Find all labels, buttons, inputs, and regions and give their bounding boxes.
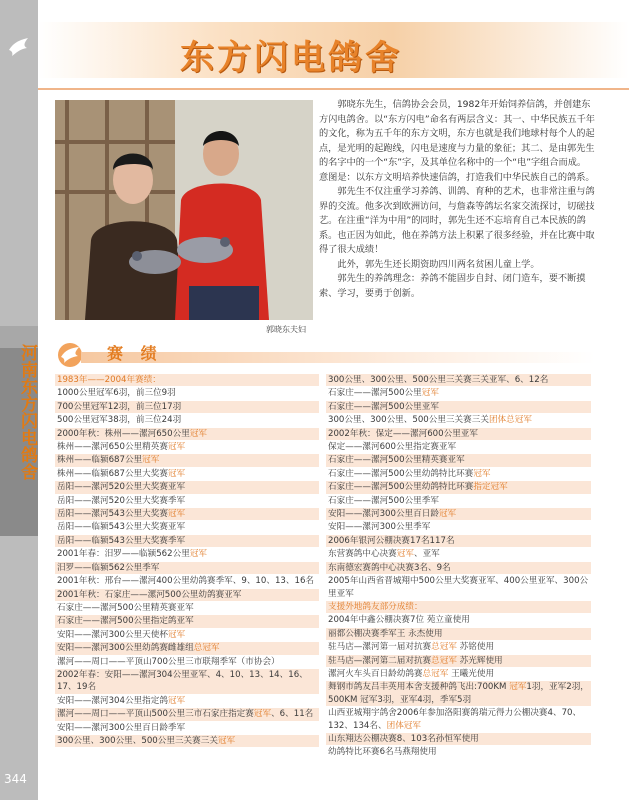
result-text: 2006年银河公棚决赛17名117名 (328, 535, 455, 546)
result-row (55, 615, 319, 628)
result-text: 山西亚城翔宇鸽舍2006年参加洛阳赛鸽瑞元得力公棚决赛4、70、132、134名、 (328, 708, 582, 731)
result-text: 300公里、300公里、500公里三关赛三关 (328, 415, 489, 426)
result-highlight: 冠军 (421, 388, 439, 399)
result-highlight: 冠军 (189, 549, 208, 560)
result-text-suffix: 、6、11名 (271, 709, 314, 720)
result-highlight: 团体总冠军 (488, 415, 532, 426)
result-text: 漯河火车头百日龄幼鸽赛 (328, 668, 423, 679)
result-text: 700公里冠军12羽，前三位17羽 (57, 401, 182, 412)
result-text: 石家庄——漯河500公里精英赛亚军 (57, 602, 194, 613)
result-text: 石家庄——漯河500公里亚军 (328, 401, 439, 412)
result-highlight: 总冠军 (431, 642, 457, 653)
result-text: 漯河——周口——平顶山500公里三市石家庄指定赛 (57, 709, 254, 720)
result-row (326, 521, 591, 534)
result-row (55, 589, 319, 602)
result-text: 1983年——2004年赛绩： (57, 375, 161, 385)
result-text: 漯河——周口——平顶山700公里三市联翔季军（市协会） (57, 656, 280, 667)
result-text: 石家庄——漯河500公里幼鸽特比环赛 (328, 482, 474, 493)
result-text: 石家庄——漯河500公里幼鸽特比环赛 (328, 468, 474, 479)
result-row (326, 374, 591, 387)
result-highlight: 冠军 (473, 468, 491, 479)
result-row (326, 401, 591, 414)
result-text-suffix: 、亚军 (413, 549, 440, 560)
result-highlight: 冠军 (396, 549, 414, 560)
intro-paragraph: 此外，郭先生还长期资助四川两名贫困儿童上学。 (337, 258, 540, 270)
intro-paragraph: 郭先生不仅注重学习养鸽、训鸽、育种的艺术，也非常注重与鸽界的交流。他多次到欧洲访问，与詹森等鸽坛名家交流探讨，切磋技艺。在注重“洋为中用”的同时，郭先生还不忘培育自己本民族的鸽系。也正因为如此，他在养鸽方法上积累了很多经验，并在比赛中取得了很大成绩！ (319, 186, 595, 255)
result-text: 岳阳——临颍543公里大奖赛亚军 (57, 522, 186, 533)
result-text: 2002年秋：保定——漯河600公里亚军 (328, 428, 478, 439)
result-row (55, 428, 319, 441)
page-number: 344 (4, 772, 27, 786)
result-row (55, 521, 319, 534)
result-row (55, 441, 319, 454)
result-highlight: 冠军 (189, 428, 208, 439)
result-text-suffix: 苏铭使用 (456, 642, 495, 653)
result-text-suffix: 1羽，亚军2羽，500KM 冠军3羽，亚军4羽，季军5羽 (328, 682, 589, 705)
result-row (55, 735, 319, 748)
result-row (55, 468, 319, 481)
result-text: 东南德宏赛鸽中心决赛3名、9名 (328, 562, 451, 573)
result-row (55, 708, 319, 721)
section-vertical-text: 河南东方闪电鸽舍 (17, 344, 37, 480)
result-text: 安阳——漯河300公里季军 (328, 522, 431, 533)
result-highlight: 冠军 (167, 442, 186, 453)
result-text: 株州——漯河650公里精英赛 (57, 442, 168, 453)
photo-caption: 郭晓东夫妇 (266, 325, 306, 334)
result-text: 2005年山西省晋城翔中500公里大奖赛亚军、400公里亚军、300公里亚军 (328, 576, 589, 599)
result-row (326, 387, 591, 400)
result-text: 岳阳——临颍543公里大奖赛季军 (57, 535, 186, 546)
result-row (55, 602, 319, 615)
result-row (326, 535, 591, 548)
result-row (55, 642, 319, 655)
result-row (55, 722, 319, 735)
result-highlight: 冠军 (509, 682, 527, 693)
result-text: 株州——临颍687公里大奖赛 (57, 468, 168, 479)
result-text: 东营赛鸽中心决赛 (328, 549, 397, 560)
result-row (326, 468, 591, 481)
result-highlight: 团体冠军 (386, 720, 421, 731)
section-vertical-label (0, 326, 38, 536)
couple-photo (55, 100, 313, 320)
result-row (326, 733, 591, 746)
result-highlight: 总冠军 (193, 643, 220, 654)
result-highlight: 冠军 (167, 509, 186, 520)
result-row (326, 681, 591, 707)
result-text: 保定——漯河600公里指定赛亚军 (328, 442, 457, 453)
result-text: 2000年秋：株州——漯河650公里 (57, 428, 190, 439)
result-row (326, 655, 591, 668)
result-row (55, 629, 319, 642)
header-divider (38, 88, 629, 90)
result-text: 驻马店—漯河第二届对抗赛 (328, 655, 432, 666)
result-text: 安阳——漯河300公里百日龄季军 (57, 722, 186, 733)
result-row (326, 548, 591, 561)
result-row (55, 454, 319, 467)
result-text: 安阳——漯河300公里幼鸽赛雌雄组 (57, 643, 194, 654)
result-text: 驻马店—漯河第一届对抗赛 (328, 642, 432, 653)
result-highlight: 冠军 (167, 629, 186, 640)
result-text: 2001年秋：邢台——漯河400公里幼鸽赛季军、9、10、13、16名 (57, 576, 315, 587)
result-text: 石家庄——漯河500公里指定鸽亚军 (57, 616, 194, 627)
result-text: 汨罗——临颍562公里季军 (57, 562, 160, 573)
page-title: 东方闪电鸽舍 (180, 38, 402, 78)
result-row (55, 562, 319, 575)
result-text: 幼鸽特比环赛6名马燕翔使用 (328, 747, 437, 758)
result-row (326, 601, 591, 614)
result-row (55, 548, 319, 561)
result-text: 舞钢市鸽友吕丰英用本舍支援种鸽飞出:700KM (328, 682, 510, 693)
result-highlight: 总冠军 (422, 668, 449, 679)
result-text: 2001年秋：石家庄——漯河500公里幼鸽赛亚军 (57, 589, 242, 600)
result-text: 石家庄——漯河500公里精英赛亚军 (328, 455, 465, 466)
result-row (326, 746, 591, 759)
result-text: 300公里、300公里、500公里三关赛三关亚军、6、12名 (328, 375, 549, 385)
result-text: 山东翔达公棚决赛8、103名孙恒军使用 (328, 733, 479, 744)
result-row (326, 428, 591, 441)
result-highlight: 冠军 (167, 695, 186, 706)
result-row (55, 535, 319, 548)
result-row (55, 508, 319, 521)
result-row (326, 441, 591, 454)
intro-paragraph: 郭晓东先生，信鸽协会会员，1982年开始饲养信鸽，并创建东方闪电鸽舍。以“东方闪电”命名有两层含义：其一、中华民族五千年的文化，称为五千年的东方文明，东方也就是我们地球村每个人的起点，是光明的起跑线，闪电是速度与力量的象征；其二、是由郭先生的名字中的一个“东”字，及其单位名称中的一个“电”字组合而成。意图是：以东方文明培养快速信鸽，打造我们中华民族自己的鸽系。 (319, 99, 595, 183)
result-text: 2001年春：汨罗——临颍562公里 (57, 549, 190, 560)
result-row (55, 387, 319, 400)
left-sidebar (0, 0, 38, 800)
result-row (326, 707, 591, 733)
result-text: 岳阳——漯河520公里大奖赛季军 (57, 495, 186, 506)
result-row (326, 495, 591, 508)
result-text: 株州——临颍687公里 (57, 455, 143, 466)
result-row (326, 628, 591, 641)
result-row (326, 614, 591, 627)
result-row (326, 575, 591, 601)
result-text-suffix: 王曦光使用 (448, 668, 495, 679)
result-row (55, 414, 319, 427)
result-row (55, 669, 319, 695)
result-text: 岳阳——漯河520公里大奖赛亚军 (57, 482, 186, 493)
dove-logo-icon (6, 34, 32, 60)
result-row (326, 641, 591, 654)
result-text: 安阳——漯河300公里百日龄 (328, 509, 439, 520)
intro-paragraph: 郭先生的养鸽理念：养鸽不能固步自封、闭门造车，要不断摸索、学习，要勇于创新。 (319, 273, 586, 299)
result-row (55, 656, 319, 669)
result-row (55, 575, 319, 588)
intro-text (319, 98, 595, 301)
result-text: 500公里冠军38羽，前三位24羽 (57, 415, 182, 426)
result-highlight: 指定冠军 (473, 482, 508, 493)
result-row (326, 508, 591, 521)
result-row (55, 695, 319, 708)
result-text: 300公里、300公里、500公里三关赛三关 (57, 735, 218, 746)
result-text: 2004年中鑫公棚决赛7位 苑立童使用 (328, 615, 470, 626)
result-row (55, 481, 319, 494)
result-highlight: 冠军 (438, 509, 457, 520)
result-text: 岳阳——漯河543公里大奖赛 (57, 509, 168, 520)
result-row (326, 562, 591, 575)
results-heading (55, 340, 595, 370)
result-row (326, 668, 591, 681)
result-text: 1000公里冠军6羽，前三位9羽 (57, 388, 176, 399)
result-text: 2002年春：安阳——漯河304公里亚军、4、10、13、14、16、17、19名 (57, 669, 308, 693)
result-text: 安阳——漯河304公里指定鸽 (57, 695, 168, 706)
result-highlight: 冠军 (253, 709, 272, 720)
result-text: 丽都公棚决赛季军王 永杰使用 (328, 628, 443, 639)
result-text: 支援外地鸽友部分成绩： (328, 601, 423, 612)
results-right-column (326, 374, 591, 760)
result-text: 石家庄——漯河500公里 (328, 388, 422, 399)
result-row (55, 374, 319, 387)
result-row (326, 414, 591, 427)
result-text-suffix: 苏光辉使用 (456, 655, 503, 666)
result-row (55, 401, 319, 414)
results-left-column (55, 374, 319, 748)
result-text: 安阳——漯河300公里天使杯 (57, 629, 168, 640)
result-row (326, 481, 591, 494)
result-highlight: 冠军 (167, 468, 186, 479)
result-row (55, 495, 319, 508)
result-highlight: 冠军 (142, 455, 160, 466)
result-highlight: 冠军 (217, 735, 236, 746)
result-highlight: 总冠军 (431, 655, 457, 666)
results-title: 赛 绩 (107, 344, 163, 363)
result-row (326, 454, 591, 467)
result-text: 石家庄——漯河500公里季军 (328, 495, 439, 506)
